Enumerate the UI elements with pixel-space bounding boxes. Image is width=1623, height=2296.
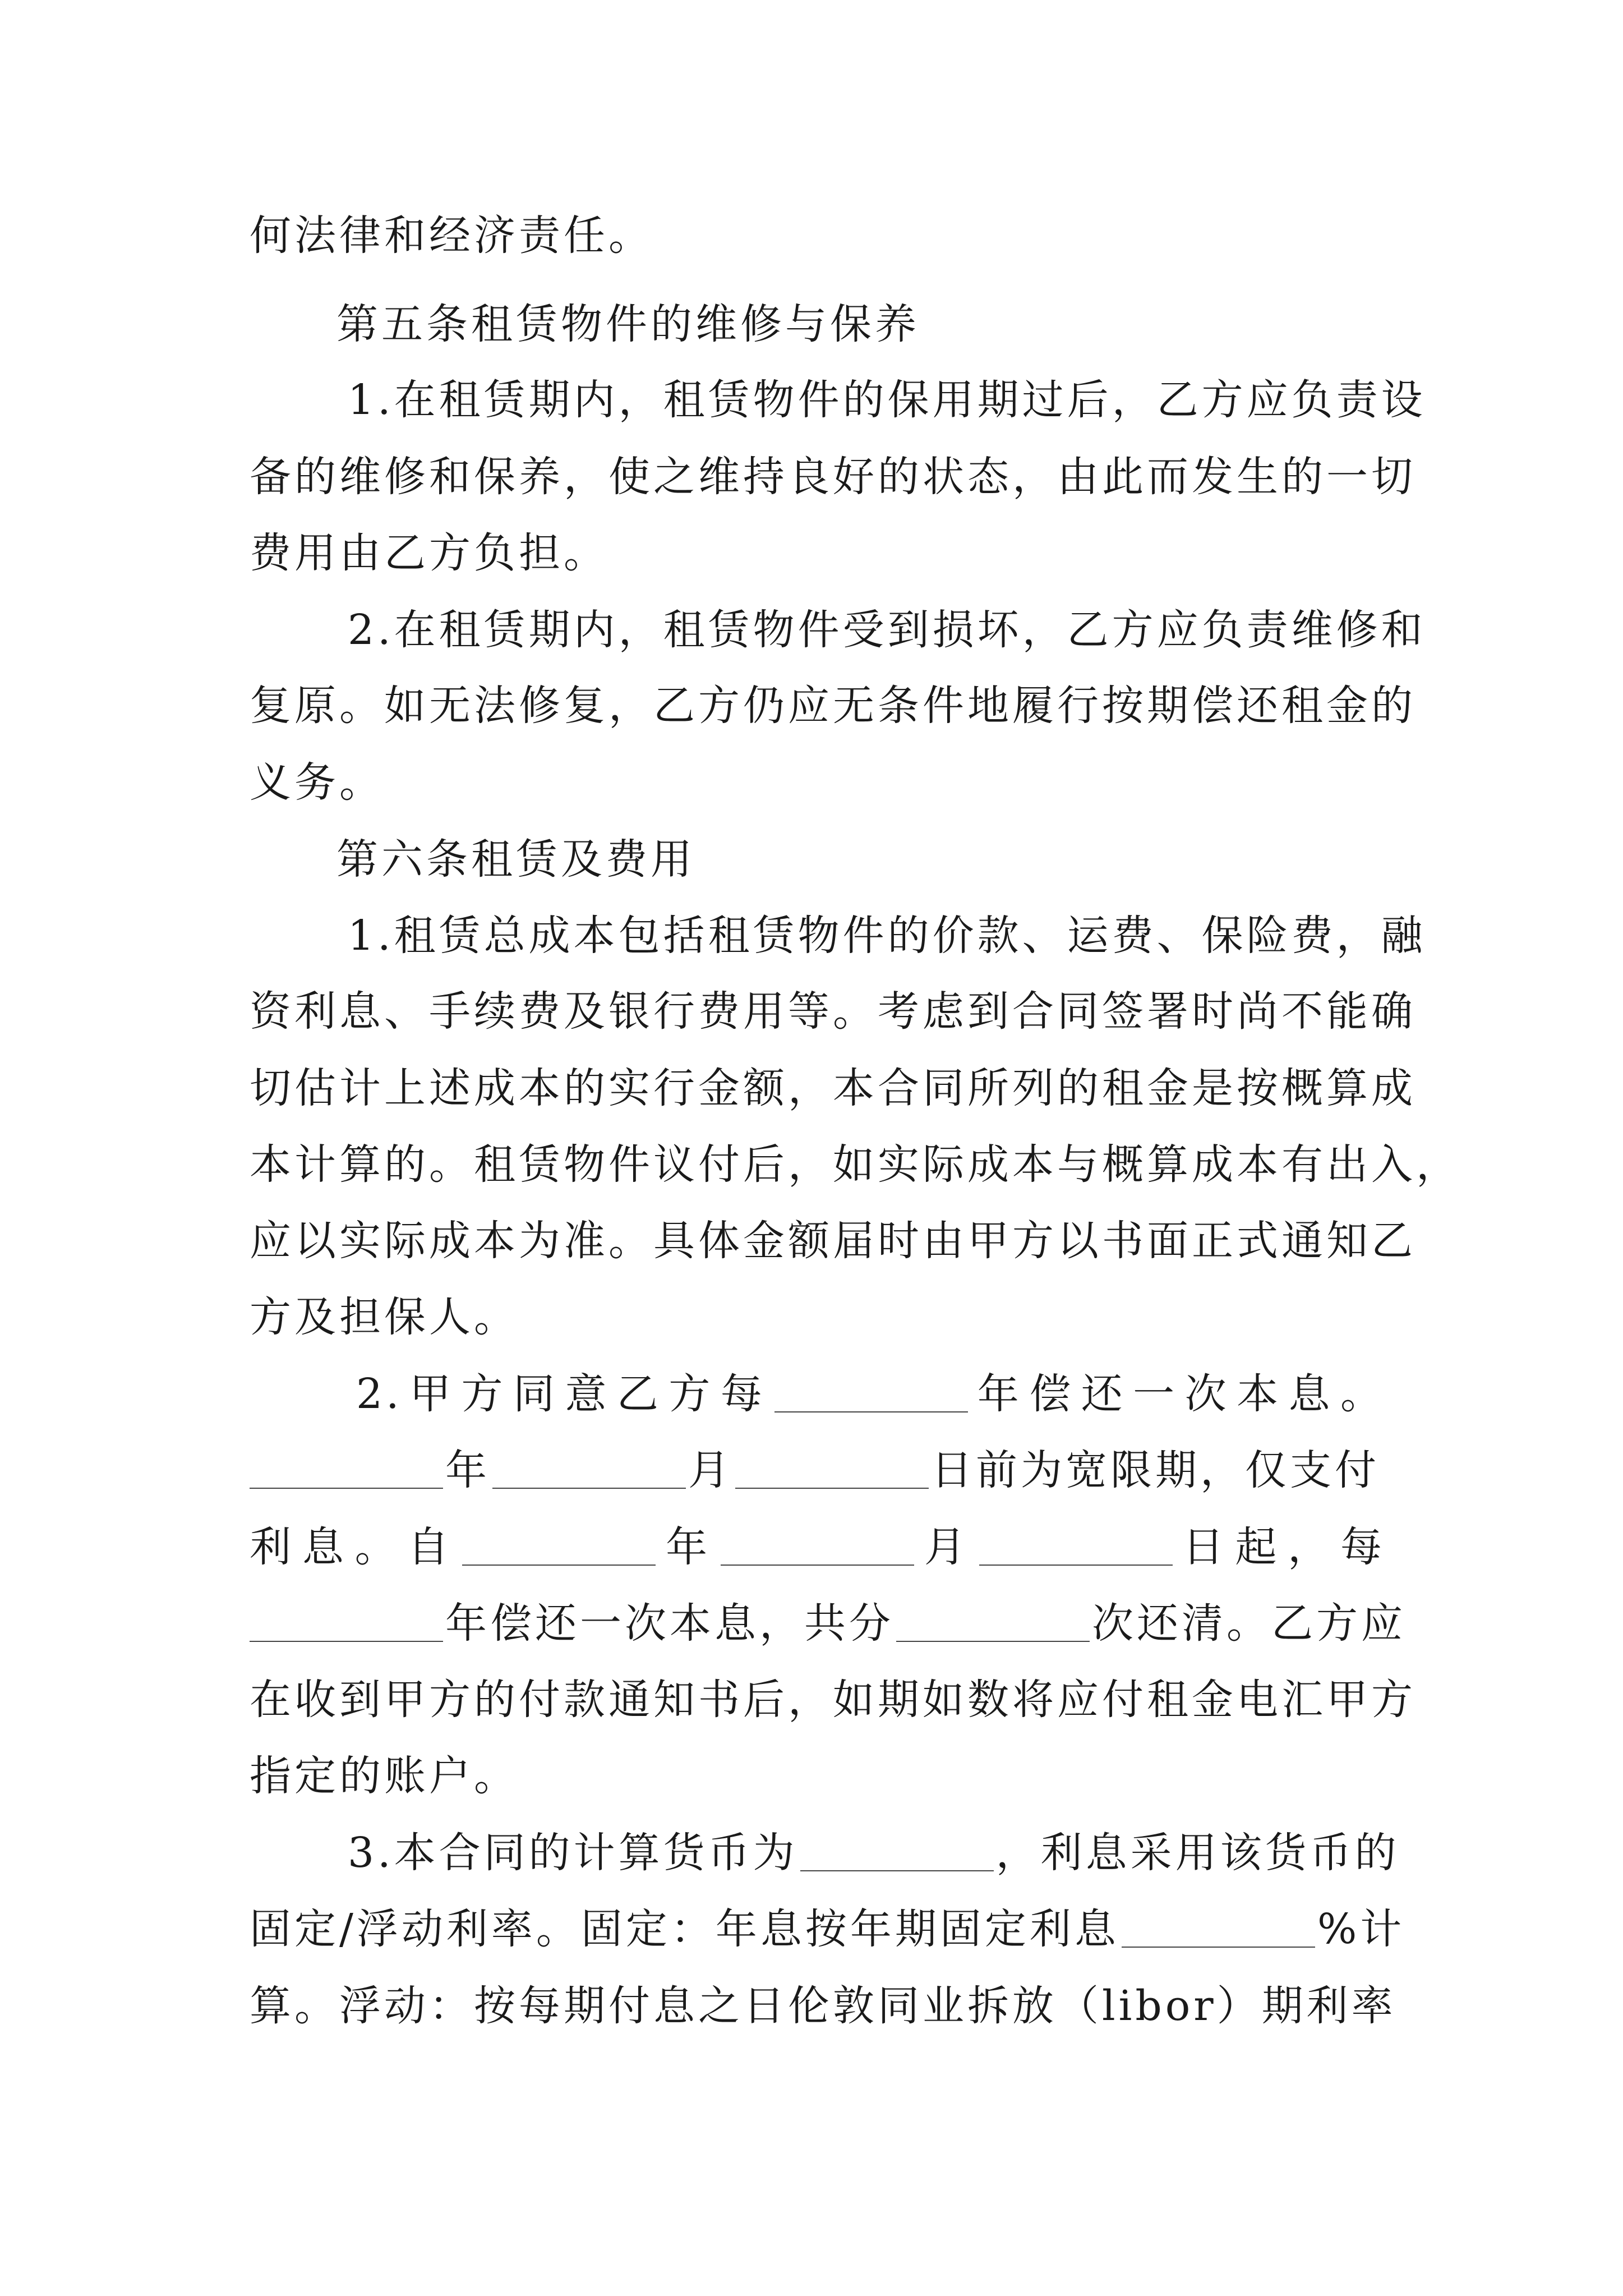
text-segment: 2.甲方同意乙方每	[356, 1370, 773, 1418]
fill-in-blank[interactable]	[250, 1448, 443, 1489]
text-line: 应以实际成本为准。具体金额届时由甲方以书面正式通知乙	[250, 1217, 1416, 1265]
text-line: 2.在租赁期内，租赁物件受到损坏，乙方应负责维修和	[348, 606, 1426, 654]
text-line: 1.租赁总成本包括租赁物件的价款、运费、保险费，融	[348, 912, 1426, 960]
text-segment: 3.本合同的计算货币为	[348, 1829, 798, 1877]
text-segment: 日前为宽限期，仅支付	[931, 1446, 1380, 1494]
clause-2-line-1	[356, 1360, 1385, 1428]
text-segment: 月	[688, 1446, 733, 1494]
text-line: 复原。如无法修复，乙方仍应无条件地履行按期偿还租金的	[250, 682, 1416, 730]
text-line: 义务。	[250, 758, 384, 807]
clause-2-line-5: 在收到甲方的付款通知书后，如期如数将应付租金电汇甲方	[250, 1676, 1416, 1724]
clause-2-line-3	[250, 1513, 1385, 1581]
fill-in-blank[interactable]	[896, 1602, 1090, 1642]
clause-2-line-4	[250, 1590, 1406, 1657]
clause-2-line-6: 指定的账户。	[250, 1752, 519, 1800]
text-segment: ，利息采用该货币的	[995, 1829, 1400, 1877]
text-line: 切估计上述成本的实行金额，本合同所列的租金是按概算成	[250, 1064, 1416, 1112]
fill-in-blank[interactable]	[800, 1831, 994, 1871]
text-line: 备的维修和保养，使之维持良好的状态，由此而发生的一切	[250, 453, 1416, 501]
fill-in-blank[interactable]	[250, 1602, 443, 1642]
text-segment: 年偿还一次本息，共分	[445, 1599, 894, 1648]
text-segment: 年	[658, 1523, 719, 1571]
fill-in-blank[interactable]	[774, 1372, 968, 1412]
text-line: 1.在租赁期内，租赁物件的保用期过后，乙方应负责设	[348, 376, 1426, 424]
text-line: 费用由乙方负担。	[250, 529, 608, 577]
clause-3-line-2	[250, 1895, 1405, 1963]
text-segment: 日起，每	[1174, 1523, 1386, 1571]
text-line: 方及担保人。	[250, 1293, 519, 1341]
text-line: 本计算的。租赁物件议付后，如实际成本与概算成本有出入，	[250, 1140, 1461, 1189]
text-line: 资利息、手续费及银行费用等。考虑到合同签署时尚不能确	[250, 987, 1416, 1036]
text-segment: %计	[1317, 1905, 1405, 1953]
section-heading-article-6: 第六条租赁及费用	[336, 835, 695, 884]
fill-in-blank[interactable]	[492, 1448, 686, 1489]
text-segment: 次还清。乙方应	[1092, 1599, 1406, 1648]
fill-in-blank[interactable]	[735, 1448, 929, 1489]
clause-3-line-1	[348, 1819, 1400, 1887]
text-segment: 年偿还一次本息。	[970, 1370, 1386, 1418]
fill-in-blank[interactable]	[462, 1525, 656, 1566]
text-line: 何法律和经济责任。	[250, 211, 653, 260]
section-heading-article-5: 第五条租赁物件的维修与保养	[336, 300, 920, 348]
clause-3-line-3: 算。浮动：按每期付息之日伦敦同业拆放（libor）期利率	[250, 1982, 1396, 2030]
text-segment: 年	[445, 1446, 490, 1494]
clause-2-line-2	[250, 1437, 1385, 1504]
fill-in-blank[interactable]	[721, 1525, 914, 1566]
text-segment: 固定/浮动利率。固定：年息按年期固定利息	[250, 1905, 1119, 1953]
fill-in-blank[interactable]	[979, 1525, 1173, 1566]
fill-in-blank[interactable]	[1122, 1907, 1315, 1948]
text-segment: 利息。自	[250, 1523, 460, 1571]
text-segment: 月	[916, 1523, 977, 1571]
